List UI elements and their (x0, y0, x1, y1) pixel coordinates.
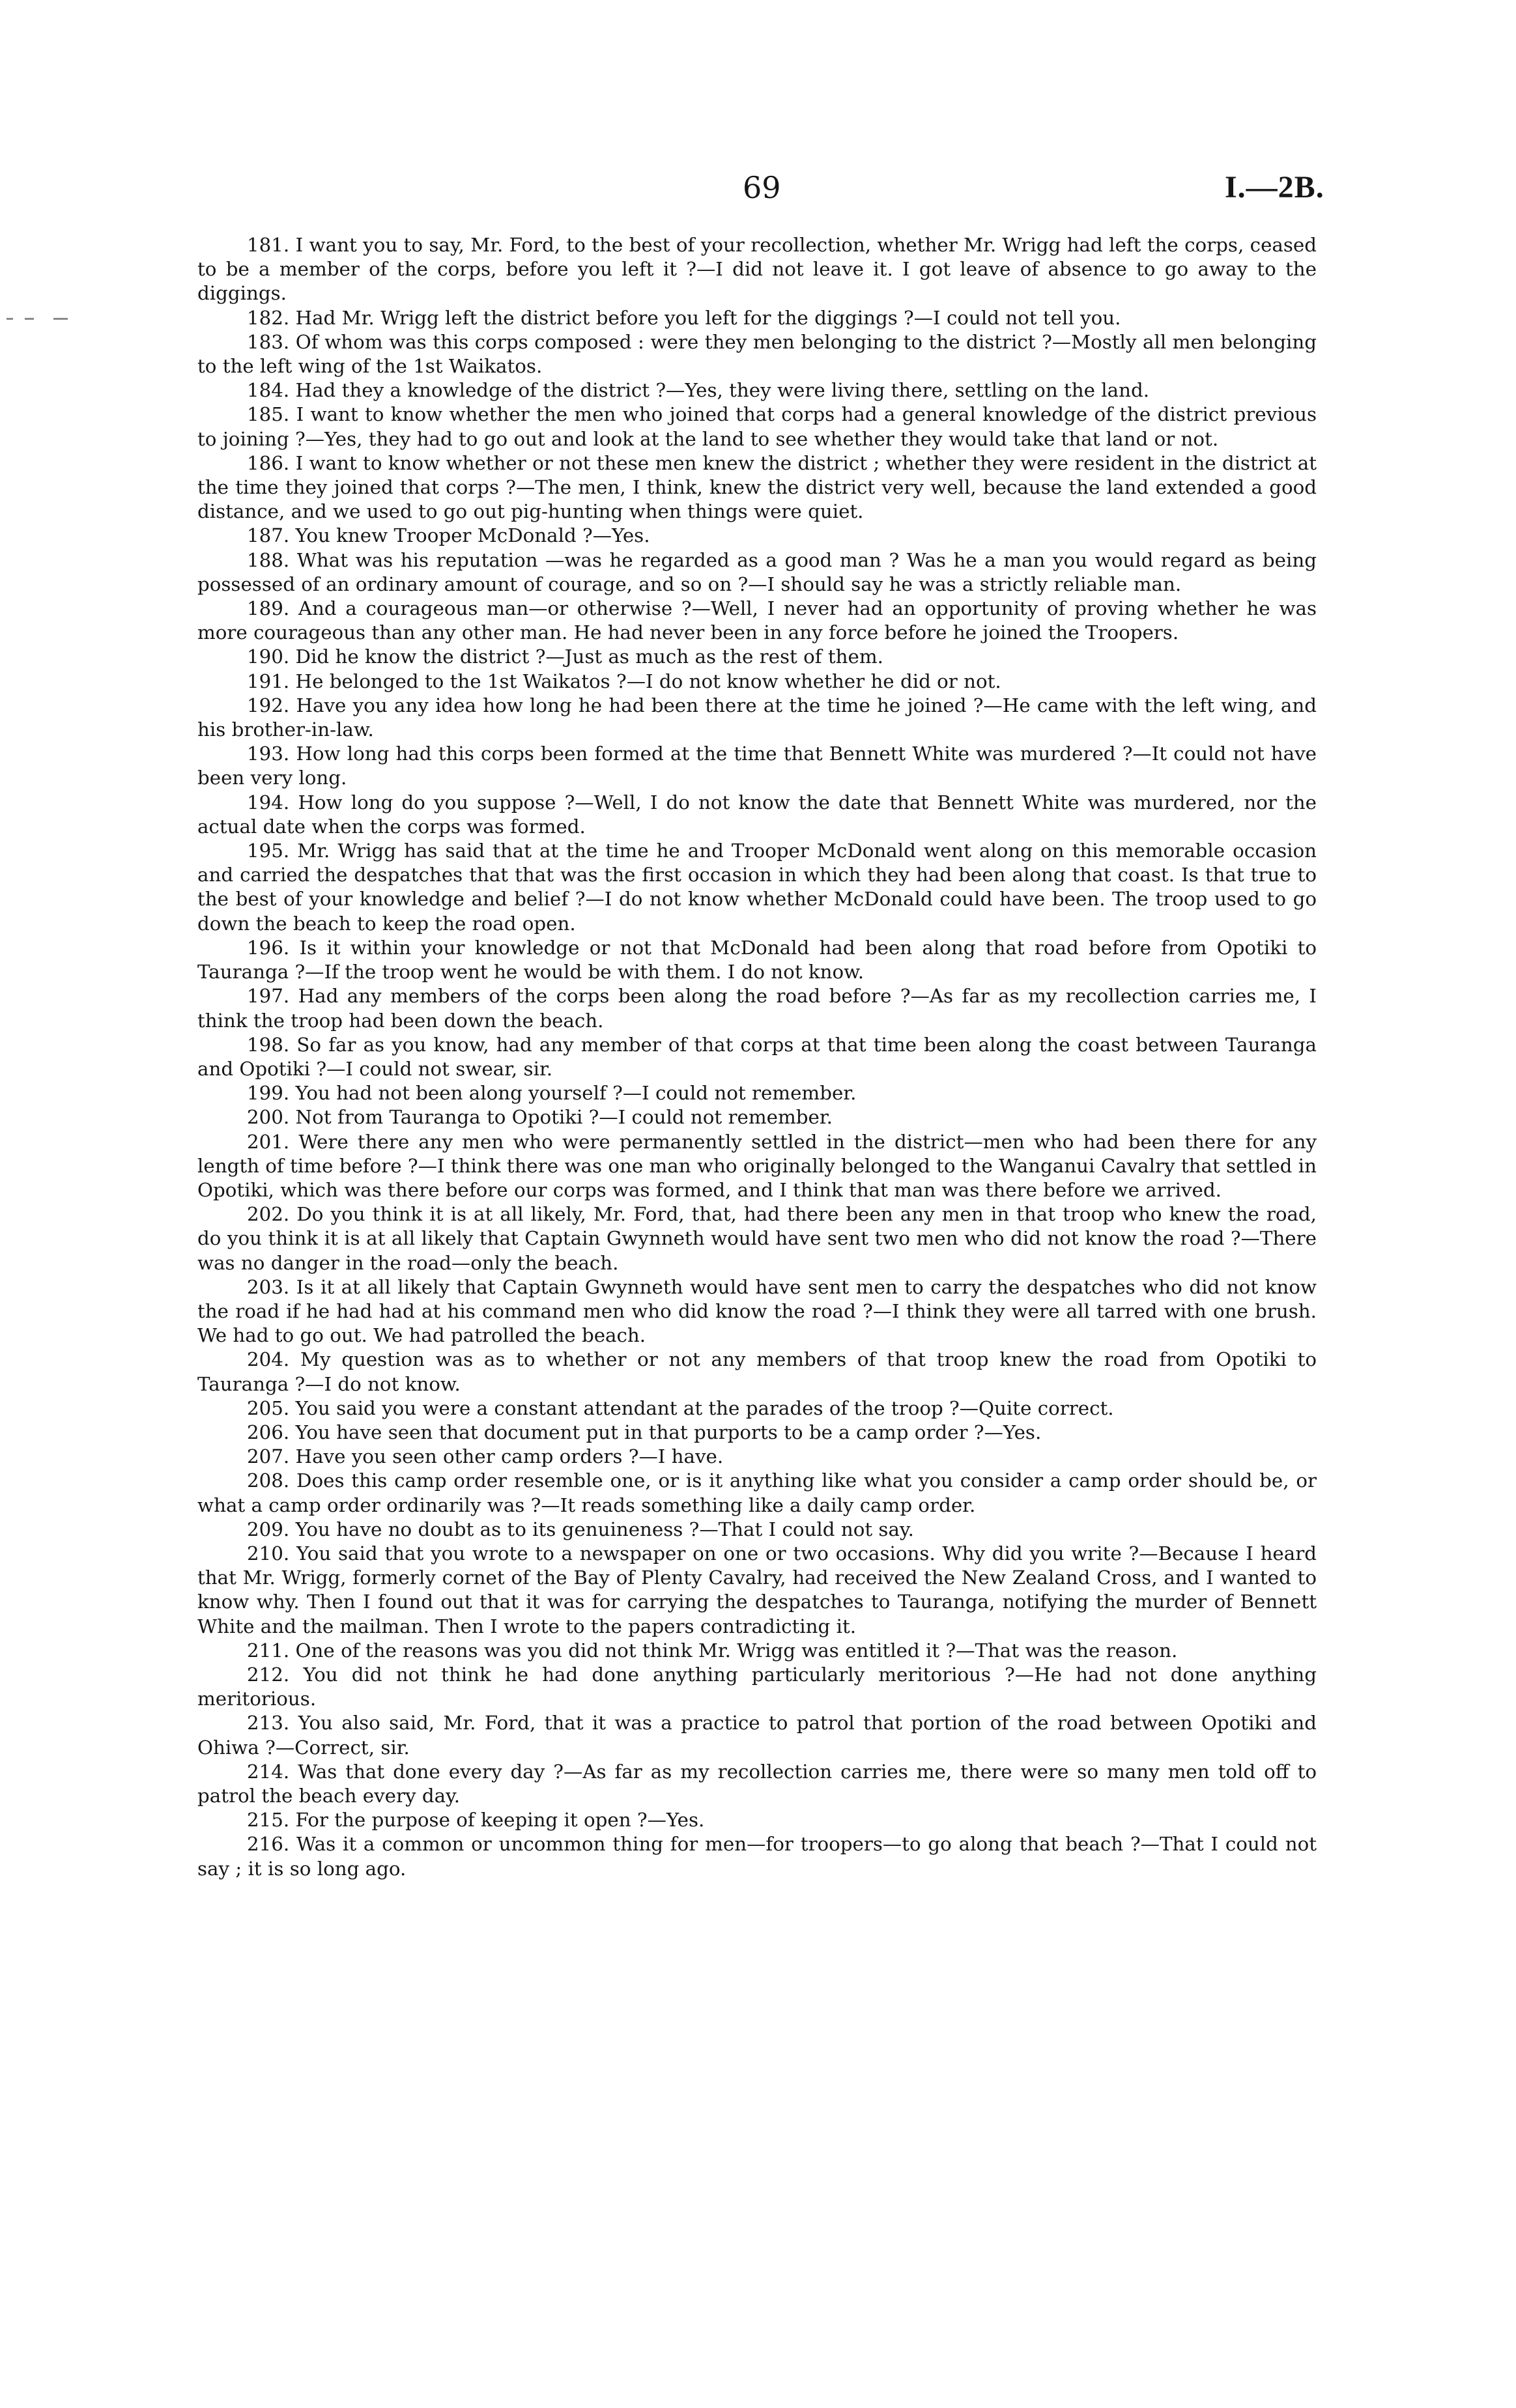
question-194: 194. How long do you suppose ?—Well, I do not know the date that Bennett White was murdered, nor the actual date when the corps was formed. (197, 791, 1317, 838)
question-203: 203. Is it at all likely that Captain Gwynneth would have sent men to carry the despatches who did not know the road if he had had at his command men who did know the road ?—I think they were all tarred with one brush. We had to go out. We had patrolled the beach. (197, 1275, 1317, 1347)
question-208: 208. Does this camp order resemble one, or is it anything like what you consider a camp order should be, or what a camp order ordinarily was ?—It reads something like a daily camp order. (197, 1469, 1317, 1516)
question-188: 188. What was his reputation —was he regarded as a good man ? Was he a man you would regard as being possessed of an ordinary amount of courage, and so on ?—I should say he was a strictly reliable man. (197, 548, 1317, 595)
question-192: 192. Have you any idea how long he had been there at the time he joined ?—He came with the left wing, and his brother-in-law. (197, 694, 1317, 741)
question-213: 213. You also said, Mr. Ford, that it was a practice to patrol that portion of the road between Opotiki and Ohiwa ?—Correct, sir. (197, 1712, 1317, 1759)
question-196: 196. Is it within your knowledge or not that McDonald had been along that road before from Opotiki to Tauranga ?—If the troop went he would be with them. I do not know. (197, 936, 1317, 984)
question-205: 205. You said you were a constant attendant at the parades of the troop ?—Quite correct. (247, 1396, 1114, 1419)
page-header (0, 168, 1516, 214)
question-184: 184. Had they a knowledge of the district ?—Yes, they were living there, settling on the land. (247, 379, 1150, 402)
question-189: 189. And a courageous man—or otherwise ?—Well, I never had an opportunity of proving whether he was more courageous than any other man. He had never been in any force before he joined the Troopers. (197, 597, 1317, 644)
question-214: 214. Was that done every day ?—As far as my recollection carries me, there were so many men told off to patrol the beach every day. (197, 1760, 1317, 1807)
question-187: 187. You knew Trooper McDonald ?—Yes. (247, 524, 650, 547)
testimony-text (197, 233, 1317, 1881)
question-202: 202. Do you think it is at all likely, Mr. Ford, that, had there been any men in that troop who knew the road, do you think it is at all likely that Captain Gwynneth would have sent two men who did not know the road ?—There was no danger in the road—only the beach. (197, 1203, 1317, 1274)
question-200: 200. Not from Tauranga to Opotiki ?—I could not remember. (247, 1106, 833, 1129)
question-215: 215. For the purpose of keeping it open ?—Yes. (247, 1809, 705, 1832)
question-204: 204. My question was as to whether or not any members of that troop knew the road from Opotiki to Tauranga ?—I do not know. (197, 1348, 1317, 1395)
document-reference: I.—2B. (1225, 170, 1324, 205)
question-207: 207. Have you seen other camp orders ?—I have. (247, 1445, 724, 1468)
question-197: 197. Had any members of the corps been along the road before ?—As far as my recollection carries me, I think the troop had been down the beach. (197, 985, 1317, 1032)
margin-mark (7, 318, 68, 320)
question-181: 181. I want you to say, Mr. Ford, to the best of your recollection, whether Mr. Wrigg had left the corps, ceased to be a member of the corps, before you left it ?—I did not leave it. I got leave of absence to go away to the diggings. (197, 234, 1317, 305)
question-190: 190. Did he know the district ?—Just as much as the rest of them. (247, 645, 883, 668)
question-199: 199. You had not been along yourself ?—I could not remember. (247, 1082, 857, 1105)
question-185: 185. I want to know whether the men who joined that corps had a general knowledge of the district previous to joining ?—Yes, they had to go out and look at the land to see whether they would take that land or not. (197, 403, 1317, 450)
question-211: 211. One of the reasons was you did not think Mr. Wrigg was entitled it ?—That was the reason. (247, 1639, 1178, 1662)
question-209: 209. You have no doubt as to its genuineness ?—That I could not say. (247, 1518, 914, 1540)
question-191: 191. He belonged to the 1st Waikatos ?—I do not know whether he did or not. (247, 670, 1001, 692)
question-193: 193. How long had this corps been formed at the time that Bennett White was murdered ?—It could not have been very long. (197, 743, 1317, 789)
question-195: 195. Mr. Wrigg has said that at the time he and Trooper McDonald went along on this memorable occasion and carried the despatches that that was the first occasion in which they had been along that coast. Is that true to the best of your knowledge and belief ?—I do not know whether McDonald could have been. The troop used to go down the beach to keep the road open. (197, 840, 1317, 935)
question-182: 182. Had Mr. Wrigg left the district before you left for the diggings ?—I could not tell you. (247, 306, 1121, 329)
question-186: 186. I want to know whether or not these men knew the district ; whether they were resident in the district at the time they joined that corps ?—The men, I think, knew the district very well, because the land extended a good distance, and we used to go out pig-hunting when things were quiet. (197, 451, 1317, 523)
question-206: 206. You have seen that document put in that purports to be a camp order ?—Yes. (247, 1421, 1042, 1443)
question-201: 201. Were there any men who were permanently settled in the district—men who had been there for any length of time before ?—I think there was one man who originally belonged to the Wanganui Cavalry that settled in Opotiki, which was there before our corps was formed, and I think that man was there before we arrived. (197, 1130, 1317, 1201)
question-210: 210. You said that you wrote to a newspaper on one or two occasions. Why did you write ?—Because I heard that Mr. Wrigg, formerly cornet of the Bay of Plenty Cavalry, had received the New Zealand Cross, and I wanted to know why. Then I found out that it was for carrying the despatches to Tauranga, notifying the murder of Bennett White and the mailman. Then I wrote to the papers contradicting it. (197, 1542, 1317, 1637)
question-216: 216. Was it a common or uncommon thing for men—for troopers—to go along that beach ?—That I could not say ; it is so long ago. (197, 1833, 1317, 1880)
question-198: 198. So far as you know, had any member of that corps at that time been along the coast between Tauranga and Opotiki ?—I could not swear, sir. (197, 1033, 1317, 1080)
page-number: 69 (743, 170, 781, 205)
question-212: 212. You did not think he had done anything particularly meritorious ?—He had not done anything meritorious. (197, 1663, 1317, 1710)
question-183: 183. Of whom was this corps composed : were they men belonging to the district ?—Mostly all men belonging to the left wing of the 1st Waikatos. (197, 330, 1317, 378)
